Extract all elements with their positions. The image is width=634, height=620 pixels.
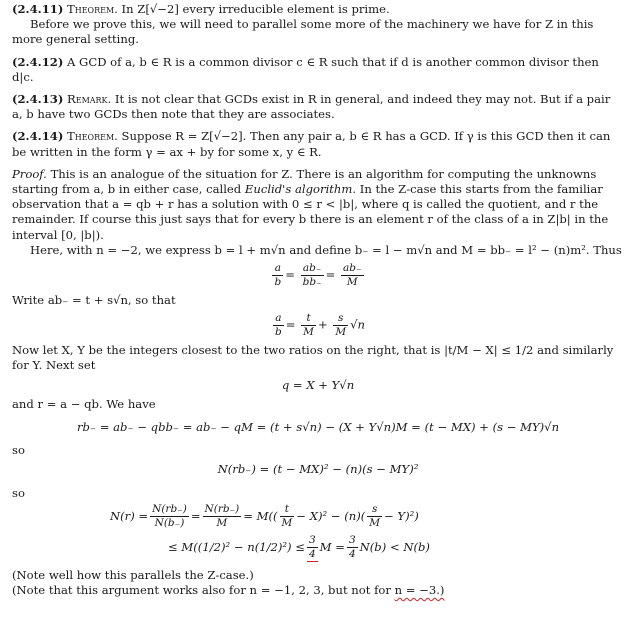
remark-label: Remark. <box>67 92 112 107</box>
theorem-2-4-14 <box>12 129 624 159</box>
equation-q: q = X + Y√n <box>281 377 355 392</box>
and-r-line: and r = a − qb. We have <box>12 396 156 411</box>
proof-paragraph-2: Here, with n = −2, we express b = l + m√n and define b₋ = l − m√n and M = bb₋ = l² − (n)m². Thus <box>30 242 622 257</box>
remark-number: (2.4.13) <box>12 92 64 107</box>
remark-text: It is not clear that GCDs exist in R in general, and indeed they may not. But if a pair a, b have two GCDs then note that they are associates. <box>12 92 611 122</box>
remark-2-4-13 <box>12 92 624 122</box>
theorem-number: (2.4.14) <box>12 129 64 144</box>
equation-rb: rb₋ = ab₋ − qbb₋ = ab₋ − qM = (t + s√n) − (X + Y√n)M = (t − MX) + (s − MY)√n <box>76 420 560 435</box>
theorem-label: Theorem. <box>67 129 118 144</box>
now-line: Now let X, Y be the integers closest to the two ratios on the right, that is |t/M − X| ≤ 1/2 and similarly for Y. Next set <box>12 343 614 373</box>
equation-Nr: N(r) = $\frac{N(rb_-)}{N(b_-)}$ = $\frac{N(rb_-)}{M}$ = M(( $\frac{t}{M}$ − X)² − (n)( $\frac{s}{M}$ − Y)²) ≤ M((1/2)² − n(1/2)²) ≤ $\frac{3}{4}$ M = $\frac{3}{4}$ N(b) < N(b) <box>110 502 430 561</box>
equation-norm: N(rb₋) = (t − MX)² − (n)(s − MY)² <box>217 462 419 477</box>
definition-number: (2.4.12) <box>12 54 64 69</box>
note-2-text: (Note that this argument works also for n = −1, 2, 3, but not for <box>12 583 391 598</box>
proof-text-a: This is an analogue of the situation for Z. There is an algorithm for computing the unknowns starting from a, b in either case, called <box>12 166 597 197</box>
equation-a-over-b: $\frac{a}{b}$ = $\frac{ab_-}{bb_-}$ = $\frac{ab_-}{M}$ <box>274 262 362 289</box>
write-line: Write ab₋ = t + s√n, so that <box>12 293 176 308</box>
proof-text-b: In the Z-case this starts from the familiar observation that a = qb + r has a solution with 0 ≤ r < |b|, where q is called the quotient, and r the remainder. If course this just says that for every b there is an element r of the class of a in Z|b| in the interval [0, |b|). <box>12 182 609 242</box>
so-1: so <box>12 443 25 458</box>
note-2-underlined: n = −3.) <box>394 583 445 598</box>
proof-paragraph-1 <box>12 167 624 243</box>
proof-label: Proof. <box>12 166 47 181</box>
theorem-text: In Z[√−2] every irreducible element is prime. <box>121 2 390 16</box>
theorem-label: Theorem. <box>67 2 118 16</box>
proof-emphasis: Euclid's algorithm. <box>244 182 357 197</box>
theorem-text: Suppose R = Z[√−2]. Then any pair a, b ∈ R has a GCD. If γ is this GCD then it can be written in the form γ = ax + by for some x, y ∈ R. <box>12 129 611 159</box>
theorem-number: (2.4.11) <box>12 2 64 16</box>
note-1: (Note well how this parallels the Z-case.) <box>12 567 254 582</box>
definition-text: A GCD of a, b ∈ R is a common divisor c ∈ R such that if d is another common divisor then d|c. <box>12 54 599 84</box>
equation-split: $\frac{a}{b}$ = $\frac{t}{M}$ + $\frac{s}{M}$ √n <box>275 312 365 339</box>
page <box>12 2 624 598</box>
theorem-2-4-11 <box>12 2 624 17</box>
so-2: so <box>12 485 25 500</box>
definition-2-4-12 <box>12 55 624 85</box>
intro-paragraph: Before we prove this, we will need to parallel some more of the machinery we have for Z in this more general setting. <box>12 17 594 47</box>
note-2 <box>12 583 624 598</box>
